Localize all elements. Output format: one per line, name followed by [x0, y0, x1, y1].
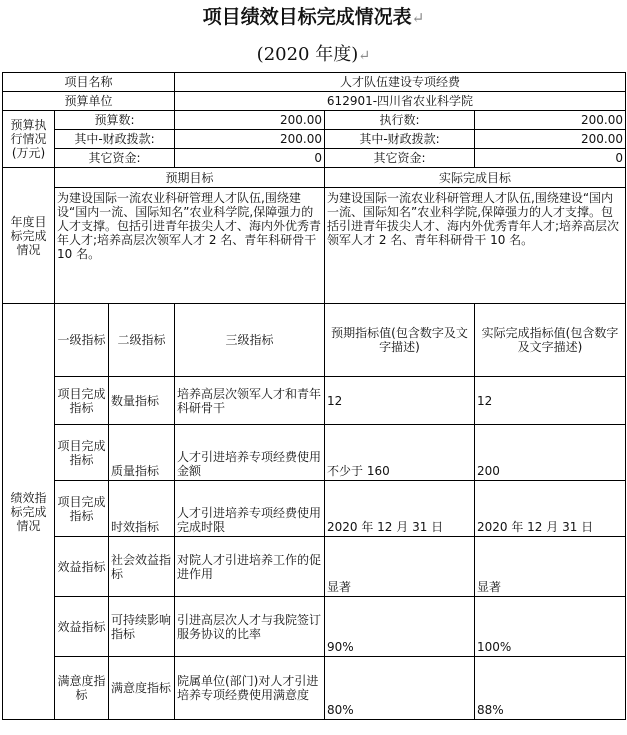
- fiscal-budget-value: 200.00: [175, 130, 325, 149]
- expected-goal-text: 为建设国际一流农业科研管理人才队伍,围绕建设“国内一流、国际知名”农业科学院,保障强力的人才支撑。包括引进青年拔尖人才、海内外优秀青年人才;培养高层次领军人才 2 名、青年科研骨干 10 名。: [55, 188, 325, 304]
- budget-amount-label: 预算数:: [55, 111, 175, 130]
- row-level3: 人才引进培养专项经费使用金额: [175, 425, 325, 481]
- table-row: [3, 597, 626, 657]
- document-title: [0, 2, 627, 29]
- row-actual: 100%: [475, 597, 626, 657]
- table-row: [3, 377, 626, 425]
- para-mark: ↵: [411, 9, 425, 27]
- document-subtitle: [0, 40, 627, 66]
- row-level2: 质量指标: [109, 425, 175, 481]
- budget-amount-value: 200.00: [175, 111, 325, 130]
- fiscal-exec-label: 其中-财政拨款:: [325, 130, 475, 149]
- row-actual: 200: [475, 425, 626, 481]
- other-budget-label: 其它资金:: [55, 149, 175, 168]
- level2-header: 二级指标: [109, 304, 175, 377]
- row-level2: 时效指标: [109, 481, 175, 537]
- row-level2: 可持续影响指标: [109, 597, 175, 657]
- row-expected: 90%: [325, 597, 475, 657]
- exec-amount-label: 执行数:: [325, 111, 475, 130]
- level1-header: 一级指标: [55, 304, 109, 377]
- row-expected: 2020 年 12 月 31 日: [325, 481, 475, 537]
- table-row: [3, 425, 626, 481]
- fiscal-budget-label: 其中-财政拨款:: [55, 130, 175, 149]
- table-row: [3, 537, 626, 597]
- actual-value-header: 实际完成指标值(包含数字及文字描述): [475, 304, 626, 377]
- performance-table: [2, 72, 626, 720]
- annual-section-label: 年度目标完成情况: [3, 168, 55, 304]
- row-level3: 人才引进培养专项经费使用完成时限: [175, 481, 325, 537]
- row-level1: 项目完成指标: [55, 377, 109, 425]
- budget-unit-value: 612901-四川省农业科学院: [175, 92, 626, 111]
- budget-unit-label: 预算单位: [3, 92, 175, 111]
- row-actual: 2020 年 12 月 31 日: [475, 481, 626, 537]
- row-level3: 引进高层次人才与我院签订服务协议的比率: [175, 597, 325, 657]
- row-level2: 数量指标: [109, 377, 175, 425]
- actual-goal-text: 为建设国际一流农业科研管理人才队伍,围绕建设“国内一流、国际知名”农业科学院,保障强力的人才支撑。包括引进青年拔尖人才、海内外优秀青年人才;培养高层次领军人才 2 名、青年科研骨干 10 名。: [325, 188, 626, 304]
- performance-section-label: 绩效指标完成情况: [3, 304, 55, 720]
- row-level3: 培养高层次领军人才和青年科研骨干: [175, 377, 325, 425]
- row-level1: 效益指标: [55, 597, 109, 657]
- row-expected: 不少于 160: [325, 425, 475, 481]
- fiscal-exec-value: 200.00: [475, 130, 626, 149]
- project-name-label: 项目名称: [3, 73, 175, 92]
- row-level1: 效益指标: [55, 537, 109, 597]
- table-row: [3, 657, 626, 720]
- row-level3: 院属单位(部门)对人才引进培养专项经费使用满意度: [175, 657, 325, 720]
- row-level3: 对院人才引进培养工作的促进作用: [175, 537, 325, 597]
- row-actual: 显著: [475, 537, 626, 597]
- row-expected: 显著: [325, 537, 475, 597]
- exec-amount-value: 200.00: [475, 111, 626, 130]
- title-text: 项目绩效目标完成情况表: [202, 6, 412, 28]
- other-exec-value: 0: [475, 149, 626, 168]
- row-actual: 12: [475, 377, 626, 425]
- level3-header: 三级指标: [175, 304, 325, 377]
- row-level2: 满意度指标: [109, 657, 175, 720]
- expected-value-header: 预期指标值(包含数字及文字描述): [325, 304, 475, 377]
- row-actual: 88%: [475, 657, 626, 720]
- other-budget-value: 0: [175, 149, 325, 168]
- project-name-value: 人才队伍建设专项经费: [175, 73, 626, 92]
- expected-goal-header: 预期目标: [55, 168, 325, 188]
- table-row: [3, 481, 626, 537]
- row-level1: 满意度指标: [55, 657, 109, 720]
- row-expected: 80%: [325, 657, 475, 720]
- row-level1: 项目完成指标: [55, 481, 109, 537]
- row-level2: 社会效益指标: [109, 537, 175, 597]
- other-exec-label: 其它资金:: [325, 149, 475, 168]
- actual-goal-header: 实际完成目标: [325, 168, 626, 188]
- subtitle-text: (2020 年度): [256, 44, 359, 65]
- row-level1: 项目完成指标: [55, 425, 109, 481]
- budget-section-label: 预算执行情况(万元): [3, 111, 55, 168]
- para-mark: ↵: [358, 48, 371, 64]
- row-expected: 12: [325, 377, 475, 425]
